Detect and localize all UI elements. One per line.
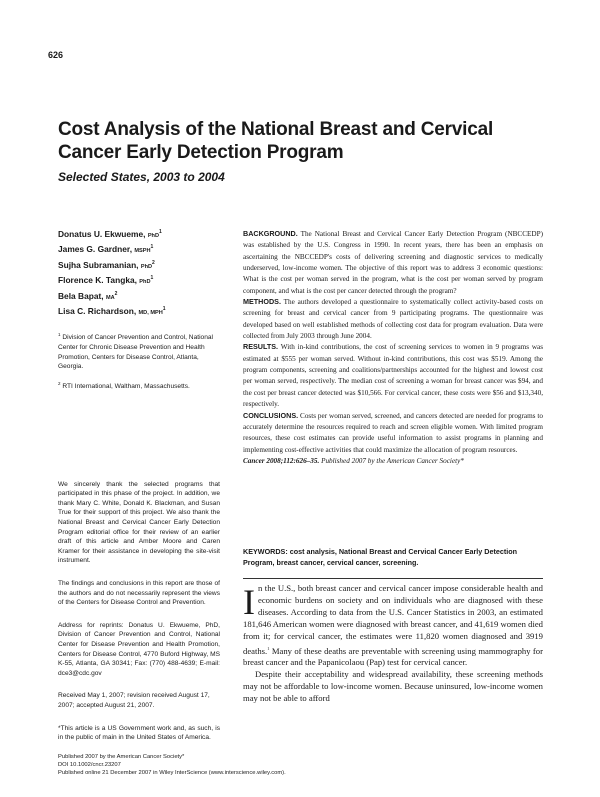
body-paragraph: In the U.S., both breast cancer and cervical cancer impose considerable health and economic burdens on society and on individuals who are diagnosed with these diseases. According to data from the U.S. Cancer Statistics in 2003, an estimated 181,646 American women were diagnosed with breast cancer, and 41,619 women died from it; for cervical cancer, the estimates were 11,820 women diagnosed and 3919 deaths.$^1$ Many of these deaths are preventable with screening using mammography for breast cancer and the Papanicolaou (Pap) test for cervical cancer. (243, 582, 543, 668)
affiliation: $^1$ Division of Cancer Prevention and Control, National Center for Chronic Disease Prevention and Health Promotion, Centers for Disease Control, Atlanta, Georgia. (58, 332, 213, 371)
abstract (243, 229, 543, 467)
author: Donatus U. Ekwueme, PhD$^1$ (58, 228, 162, 239)
author: Florence K. Tangka, PhD$^1$ (58, 274, 154, 285)
disclaimer: The findings and conclusions in this report are those of the authors and do not necessarily represent the views of the Centers for Disease Control and Prevention. (58, 580, 220, 607)
reprint-address: Address for reprints: Donatus U. Ekwueme, PhD, Division of Cancer Prevention and Control, National Center for Disease Prevention and Health Promotion, Centers for Disease Control, 4770 Buford Highway, MS K-55, Atlanta, GA 30341; Fax: (770) 488-4639; E-mail: dce3@cdc.gov (58, 621, 220, 677)
divider (243, 578, 543, 579)
page-number: 626 (48, 50, 64, 60)
abstract-conclusions: CONCLUSIONS. Costs per woman served, screened, and cancers detected are needed for programs to accurately determine the resources required to reach and screen eligible women. With limited program resources, these cost estimates can provide useful information to assist programs in planning and implementing cost-effective activities that could maximize the allocation of program resources. Cancer 2008;112:626–35. Published 2007 by the American Cancer Society* (243, 410, 543, 465)
body-paragraph: Despite their acceptability and widespread availability, these screening methods may not be affordable to low-income women. Because uninsured, low-income women may not be able to afford (243, 669, 543, 704)
keywords: KEYWORDS: cost analysis, National Breast and Cervical Cancer Early Detection Program, breast cancer, cervical cancer, screening. (243, 547, 518, 568)
article-title: Cost Analysis of the National Breast and Cervical Cancer Early Detection Program (58, 119, 494, 163)
footer-line: Published 2007 by the American Cancer Society* (58, 754, 185, 760)
abstract-results: RESULTS. With in-kind contributions, the cost of screening services to women in 9 programs was estimated at $555 per woman served. Without in-kind contributions, this cost was $519. Among the program components, screening and coalitions/partnerships accounted for the highest and lowest cost per woman served, respectively. The median cost of screening a woman for breast cancer was $94, and the cost per breast cancer detected was $10,566. For cervical cancer, these costs were $56 and $13,340, respectively. (243, 342, 544, 409)
received-dates: Received May 1, 2007; revision received August 17, 2007; accepted August 21, 2007. (58, 692, 210, 709)
author: James G. Gardner, MSPH$^1$ (58, 244, 154, 255)
abstract-methods: METHODS. The authors developed a questionnaire to systematically collect activity-based costs on screening for breast and cervical cancer from 9 participating programs. The questionnaire was developed based on well established methods of collecting cost data for program evaluation. Data were collected from July 2003 through June 2004. (243, 297, 543, 341)
article-body (243, 583, 543, 705)
drop-cap: I (243, 582, 255, 622)
government-work-note: *This article is a US Government work and, as such, is in the public of main in the United States of America. (58, 724, 220, 742)
article-subtitle: Selected States, 2003 to 2004 (58, 170, 225, 184)
author-list (58, 227, 220, 319)
reference-marker: 1 (267, 645, 270, 651)
left-column (58, 227, 220, 743)
author: Lisa C. Richardson, MD, MPH$^1$ (58, 305, 166, 316)
footer-line: DOI 10.1002/cncr.23207 (58, 762, 121, 769)
abstract-background: BACKGROUND. The National Breast and Cervical Cancer Early Detection Program (NBCCEDP) was established by the U.S. Congress in 1990. In recent years, there has been an emphasis on ascertaining the NBCCEDP's costs of delivering screening and diagnostic services to medically underserved, low-income women. The objective of this report was to address 3 economic questions: What is the cost per woman served in the program, what is the cost per woman served by program component, and what is the cost per cancer detected through the program? (243, 229, 543, 295)
author: Bela Bapat, $MA^2$ (58, 290, 118, 301)
footer-line: Published online 21 December 2007 in Wiley InterScience (www.interscience.wiley.com). (58, 770, 286, 777)
author: Sujha Subramanian, PhD$^2$ (58, 259, 155, 270)
affiliation: $^2$ RTI International, Waltham, Massachusetts. (58, 380, 190, 391)
citation: Cancer 2008;112:626–35. Published 2007 by the American Cancer Society* (243, 456, 464, 465)
footer (58, 753, 478, 778)
acknowledgment: We sincerely thank the selected programs that participated in this phase of the project. In addition, we thank Mary C. White, Donald K. Blackman, and Susan True for their support of this project. We also thank the National Breast and Cervical Cancer Early Detection Program editorial office for their review of an earlier draft of this article and Amber Moore and Caren Kramer for their assistance in developing the site-visit instrument. (58, 480, 220, 565)
